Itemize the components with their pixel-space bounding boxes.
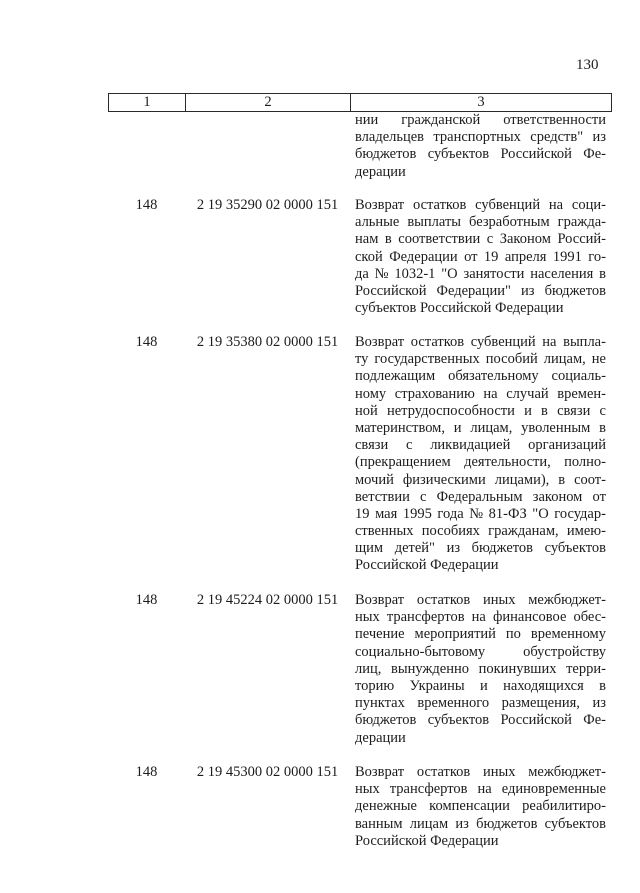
- word: в: [558, 471, 566, 488]
- text-line: [355, 489, 606, 506]
- word: остатков: [416, 592, 471, 608]
- text-line: [355, 626, 606, 643]
- word: ту: [355, 351, 369, 368]
- word: государственных: [374, 351, 480, 368]
- word: вынужденно: [391, 660, 470, 677]
- word: в: [541, 402, 548, 419]
- admin-code-cell: 148: [135, 764, 158, 780]
- word: субъектов: [427, 712, 490, 729]
- word: в: [384, 231, 392, 248]
- word: мероприятий: [414, 626, 496, 643]
- word: из: [592, 129, 606, 146]
- text-line: [355, 334, 606, 351]
- word: трансфертов: [389, 781, 468, 798]
- text-line: Российской Федерации: [355, 832, 499, 849]
- word: Российской: [500, 146, 572, 163]
- word: "О: [532, 505, 549, 522]
- word: субвенций: [470, 334, 536, 350]
- text-line: [355, 283, 606, 300]
- page-number: 130: [576, 57, 599, 73]
- word: остатков: [412, 197, 467, 213]
- text-line: [355, 712, 606, 729]
- word: и: [453, 419, 462, 436]
- word: из: [455, 815, 469, 832]
- word: лицам,: [543, 351, 586, 368]
- word: размещения,: [501, 695, 580, 712]
- word: ветствии: [355, 488, 410, 505]
- word: мочий: [355, 471, 394, 488]
- word: из: [521, 282, 535, 299]
- word: имею-: [566, 523, 606, 540]
- text-line: [355, 644, 606, 661]
- header-col-1: 1: [109, 94, 186, 111]
- word: ванным: [355, 815, 403, 832]
- word: ликвидацией: [430, 437, 511, 454]
- word: Федеральным: [436, 488, 523, 505]
- word: трансфертов: [386, 609, 465, 626]
- text-line: дерации: [355, 729, 406, 746]
- word: полно-: [564, 454, 606, 471]
- text-line: [355, 368, 606, 385]
- word: 81-ФЗ: [488, 505, 527, 522]
- word: на: [483, 385, 498, 402]
- word: пособий: [485, 351, 538, 368]
- word: межбюджет-: [528, 592, 606, 608]
- word: соот-: [574, 471, 606, 488]
- word: связи: [355, 437, 389, 454]
- text-line: [355, 146, 606, 163]
- word: из: [592, 695, 606, 712]
- word: подлежащим: [355, 368, 436, 385]
- text-line: [355, 197, 606, 214]
- text-line: [355, 678, 606, 695]
- word: Фе-: [583, 712, 606, 729]
- text-line: [355, 506, 606, 523]
- word: лиц,: [355, 660, 382, 677]
- word: гражда-: [557, 214, 606, 231]
- table-header: [108, 93, 612, 112]
- word: в: [599, 419, 606, 436]
- word: лицами),: [494, 471, 550, 488]
- word: от: [464, 248, 478, 265]
- word: на: [542, 334, 557, 350]
- word: материнством,: [355, 419, 445, 436]
- word: го-: [588, 248, 606, 265]
- word: бюджетов: [355, 146, 417, 163]
- word: от: [592, 488, 606, 505]
- admin-code-cell: 148: [135, 334, 158, 350]
- text-line: [355, 351, 606, 368]
- word: года: [437, 505, 464, 522]
- word: субъектов: [427, 146, 490, 163]
- word: бюджетов: [544, 282, 606, 299]
- word: ственных: [355, 523, 414, 540]
- text-line: [355, 214, 606, 231]
- word: гражданам,: [488, 523, 559, 540]
- word: соответствии: [398, 231, 481, 248]
- text-line: дерации: [355, 163, 406, 180]
- word: Россий-: [557, 231, 606, 248]
- word: альные: [355, 214, 400, 231]
- word: межбюджет-: [528, 764, 606, 780]
- kbk-code-cell: 2 19 45224 02 0000 151: [196, 592, 339, 608]
- admin-code-cell: 148: [135, 197, 158, 213]
- word: Возврат: [355, 764, 405, 780]
- text-line: [355, 523, 606, 540]
- kbk-code-cell: 2 19 45300 02 0000 151: [196, 764, 339, 780]
- word: иных: [483, 764, 516, 780]
- word: связи: [557, 402, 591, 419]
- word: государ-: [554, 505, 606, 522]
- word: с: [420, 488, 427, 505]
- admin-code-cell: 148: [135, 592, 158, 608]
- word: физическими: [402, 471, 486, 488]
- word: лицам: [409, 815, 449, 832]
- word: да: [355, 265, 369, 282]
- word: №: [374, 265, 389, 282]
- word: нам: [355, 231, 379, 248]
- word: щим: [355, 540, 384, 557]
- name-cell: [355, 334, 606, 575]
- text-line: [355, 112, 606, 129]
- word: "О: [441, 265, 458, 282]
- word: субъектов: [544, 540, 606, 557]
- text-line: субъектов Российской Федерации: [355, 300, 564, 317]
- word: №: [469, 505, 484, 522]
- word: с: [599, 402, 606, 419]
- word: торию: [355, 677, 395, 694]
- word: пунктах: [355, 695, 405, 712]
- word: 1995: [402, 505, 432, 522]
- word: ному: [355, 385, 387, 402]
- text-line: [355, 540, 606, 557]
- word: Возврат: [355, 197, 405, 213]
- word: остатков: [416, 764, 471, 780]
- word: временного: [417, 695, 490, 712]
- word: гражданской: [401, 112, 481, 128]
- word: на: [548, 197, 564, 213]
- word: субъектов: [544, 815, 606, 832]
- word: 1991: [552, 248, 582, 265]
- word: обязательному: [448, 368, 539, 385]
- word: покинувших: [478, 660, 557, 677]
- word: выпла-: [563, 334, 606, 350]
- word: населения: [530, 265, 594, 282]
- word: временному: [530, 626, 606, 643]
- word: ответственности: [503, 112, 606, 128]
- name-cell: [355, 197, 606, 317]
- word: транспортных: [433, 129, 521, 146]
- name-cell: [355, 592, 606, 747]
- word: иных: [483, 592, 516, 608]
- word: Фе-: [583, 146, 606, 163]
- word: обустройству: [523, 643, 606, 660]
- word: 19: [355, 505, 370, 522]
- word: Российской: [500, 712, 572, 729]
- text-line: [355, 437, 606, 454]
- word: апреля: [504, 248, 547, 265]
- word: безработным: [469, 214, 550, 231]
- word: финансовое: [492, 609, 567, 626]
- word: Возврат: [355, 592, 405, 608]
- word: выплаты: [407, 214, 462, 231]
- text-line: [355, 764, 606, 781]
- word: остатков: [410, 334, 465, 350]
- text-line: [355, 266, 606, 283]
- word: с: [406, 437, 413, 454]
- header-col-2: 2: [186, 94, 351, 111]
- word: детей": [394, 540, 435, 557]
- word: 1032-1: [394, 265, 436, 282]
- text-line: [355, 592, 606, 609]
- word: обес-: [573, 609, 606, 626]
- word: реабилитиро-: [522, 798, 606, 815]
- word: единовременные: [501, 781, 606, 798]
- word: терри-: [566, 660, 606, 677]
- word: бюджетов: [355, 712, 417, 729]
- word: нетрудоспособности: [386, 402, 515, 419]
- text-line: [355, 798, 606, 815]
- word: ных: [355, 781, 380, 798]
- word: печение: [355, 626, 405, 643]
- word: с: [486, 231, 494, 248]
- word: Российской: [355, 282, 427, 299]
- word: 19: [483, 248, 499, 265]
- word: ской: [355, 248, 383, 265]
- text-line: [355, 472, 606, 489]
- text-line: Российской Федерации: [355, 557, 499, 574]
- word: мая: [375, 505, 398, 522]
- word: и: [524, 402, 532, 419]
- kbk-code-cell: 2 19 35380 02 0000 151: [196, 334, 339, 350]
- word: лицам,: [470, 419, 513, 436]
- word: ных: [355, 609, 380, 626]
- word: Федерации": [436, 282, 511, 299]
- word: из: [446, 540, 461, 557]
- word: страхованию: [394, 385, 475, 402]
- word: бюджетов: [476, 815, 538, 832]
- word: Возврат: [355, 334, 405, 350]
- text-line: [355, 249, 606, 266]
- word: уволенным: [521, 419, 591, 436]
- word: (прекращением: [355, 454, 451, 471]
- word: Законом: [499, 231, 551, 248]
- word: нии: [355, 112, 379, 128]
- name-cell: [355, 112, 606, 181]
- word: Федерации: [389, 248, 458, 265]
- word: ной: [355, 402, 378, 419]
- word: находящихся: [503, 677, 584, 694]
- word: Украины: [409, 677, 465, 694]
- word: бюджетов: [471, 540, 534, 557]
- name-cell: [355, 764, 606, 850]
- word: времен-: [557, 385, 606, 402]
- word: владельцев: [355, 129, 425, 146]
- word: занятости: [463, 265, 525, 282]
- header-col-3: 3: [477, 94, 485, 110]
- word: в: [599, 677, 606, 694]
- word: субвенций: [475, 197, 541, 213]
- word: на: [477, 781, 492, 798]
- word: в: [599, 265, 606, 282]
- text-line: [355, 420, 606, 437]
- word: пособиях: [421, 523, 480, 540]
- text-line: [355, 403, 606, 420]
- word: денежные: [355, 798, 417, 815]
- text-line: [355, 129, 606, 146]
- text-line: [355, 454, 606, 471]
- word: и: [479, 677, 488, 694]
- word: не: [591, 351, 606, 368]
- word: социально-бытовому: [355, 643, 486, 660]
- word: случай: [506, 385, 549, 402]
- text-line: [355, 609, 606, 626]
- text-line: [355, 386, 606, 403]
- word: деятельности,: [464, 454, 551, 471]
- word: соци-: [571, 197, 606, 213]
- kbk-code-cell: 2 19 35290 02 0000 151: [196, 197, 339, 213]
- word: на: [471, 609, 486, 626]
- text-line: [355, 695, 606, 712]
- word: организаций: [528, 437, 606, 454]
- word: по: [505, 626, 521, 643]
- text-line: [355, 231, 606, 248]
- word: социаль-: [551, 368, 606, 385]
- text-line: [355, 816, 606, 833]
- word: средств": [530, 129, 584, 146]
- text-line: [355, 661, 606, 678]
- word: законом: [532, 488, 583, 505]
- text-line: [355, 781, 606, 798]
- word: компенсации: [429, 798, 510, 815]
